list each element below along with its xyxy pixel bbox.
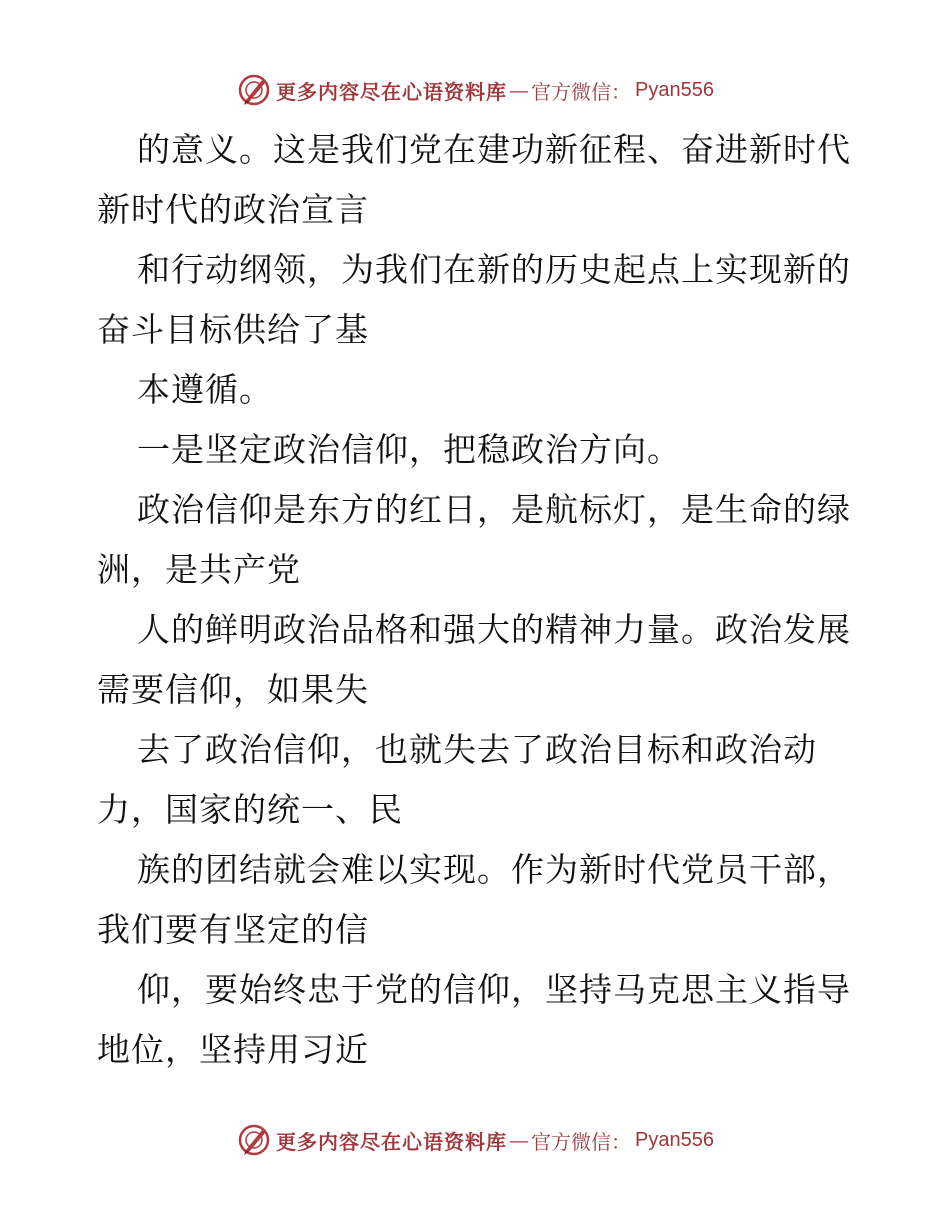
body-line: 本遵循。 [137,370,273,409]
header-wechat-label: 官方微信： [531,79,632,104]
body-line: 一是坚定政治信仰，把稳政治方向。 [137,430,681,469]
footer-separator: — [509,1128,530,1152]
body-line: 地位，坚持用习近 [97,1030,369,1069]
body-line: 奋斗目标供给了基 [97,310,369,349]
document-body [97,120,857,1080]
footer-site-text: 更多内容尽在心语资料库 [276,1129,508,1154]
body-line: 我们要有坚定的信 [97,910,369,949]
body-line: 政治信仰是东方的红日，是航标灯，是生命的绿 [137,490,851,529]
body-line: 人的鲜明政治品格和强大的精神力量。政治发展 [137,610,851,649]
body-line: 洲，是共产党 [97,550,301,589]
body-line: 和行动纲领，为我们在新的历史起点上实现新的 [137,250,851,289]
pen-logo-icon [236,1122,272,1158]
pen-logo-icon [236,72,272,108]
body-line: 去了政治信仰，也就失去了政治目标和政治动 [137,730,817,769]
footer-banner [0,1120,950,1160]
header-site-text: 更多内容尽在心语资料库 [276,79,508,104]
body-line: 的意义。这是我们党在建功新征程、奋进新时代 [137,130,851,169]
body-line: 需要信仰，如果失 [97,670,369,709]
footer-wechat-label: 官方微信： [531,1129,632,1154]
header-banner [0,70,950,110]
header-separator: — [509,78,530,102]
body-line: 新时代的政治宣言 [97,190,369,229]
footer-wechat-id: Pyan556 [635,1128,714,1151]
body-line: 仰，要始终忠于党的信仰，坚持马克思主义指导 [137,970,851,1009]
header-wechat-id: Pyan556 [635,78,714,101]
body-line: 族的团结就会难以实现。作为新时代党员干部， [137,850,851,889]
body-line: 力，国家的统一、民 [97,790,403,829]
